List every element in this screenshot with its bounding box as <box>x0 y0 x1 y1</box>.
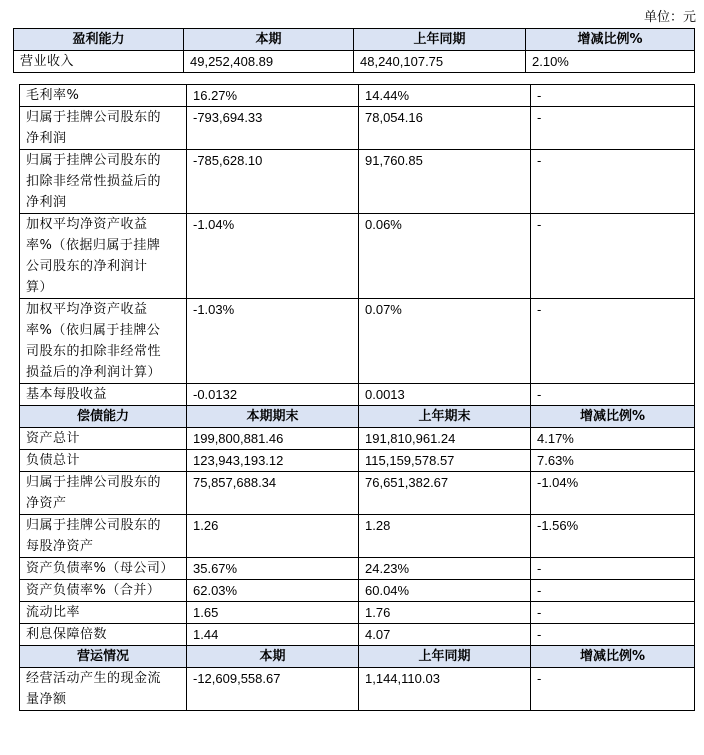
value-previous: 0.0013 <box>359 384 531 406</box>
profitability-header-row <box>14 29 695 51</box>
row-label-line: 经营活动产生的现金流 <box>26 671 162 686</box>
value-current: -0.0132 <box>187 384 359 406</box>
revenue-row <box>14 51 695 73</box>
row-label-line: 净利润 <box>26 131 67 146</box>
value-previous: 0.07% <box>359 299 531 384</box>
row-label <box>20 668 187 711</box>
value-previous: 115,159,578.57 <box>359 450 531 472</box>
row-label-line: 利息保障倍数 <box>26 627 108 642</box>
value-previous: 1.76 <box>359 602 531 624</box>
row-label <box>20 299 187 384</box>
operation-header-current: 本期 <box>187 646 359 668</box>
value-previous: 91,760.85 <box>359 150 531 214</box>
value-change: - <box>531 602 695 624</box>
value-previous: 78,054.16 <box>359 107 531 150</box>
row-label-line: 归属于挂牌公司股东的 <box>26 518 162 533</box>
value-current: 123,943,193.12 <box>187 450 359 472</box>
revenue-current: 49,252,408.89 <box>184 51 354 73</box>
row-label <box>20 428 187 450</box>
row-label-line: 净利润 <box>26 195 67 210</box>
table-row <box>20 384 695 406</box>
value-previous: 24.23% <box>359 558 531 580</box>
row-label-line: 净资产 <box>26 496 67 511</box>
value-change: - <box>531 558 695 580</box>
row-label-line: 毛利率% <box>26 88 80 103</box>
row-label-line: 资产负债率%（合并） <box>26 583 161 598</box>
value-change: - <box>531 580 695 602</box>
row-label <box>20 472 187 515</box>
value-change: - <box>531 668 695 711</box>
value-current: 35.67% <box>187 558 359 580</box>
profitability-section <box>20 85 695 406</box>
revenue-label: 营业收入 <box>14 51 184 73</box>
table-row <box>20 515 695 558</box>
table-row <box>20 150 695 214</box>
operation-section <box>20 668 695 711</box>
value-previous: 0.06% <box>359 214 531 299</box>
value-change: 7.63% <box>531 450 695 472</box>
value-previous: 191,810,961.24 <box>359 428 531 450</box>
row-label <box>20 450 187 472</box>
row-label <box>20 150 187 214</box>
value-current: 62.03% <box>187 580 359 602</box>
row-label-line: 基本每股收益 <box>26 387 108 402</box>
value-previous: 60.04% <box>359 580 531 602</box>
value-current: 75,857,688.34 <box>187 472 359 515</box>
value-current: -1.03% <box>187 299 359 384</box>
solvency-header-section <box>20 406 695 428</box>
row-label-line: 流动比率 <box>26 605 81 620</box>
table-row <box>20 558 695 580</box>
row-label-line: 算） <box>26 280 54 295</box>
header-current-period: 本期 <box>184 29 354 51</box>
value-change: - <box>531 107 695 150</box>
value-current: -785,628.10 <box>187 150 359 214</box>
row-label-line: 公司股东的净利润计 <box>26 259 148 274</box>
row-label-line: 负债总计 <box>26 453 81 468</box>
value-current: 1.44 <box>187 624 359 646</box>
value-change: - <box>531 214 695 299</box>
value-previous: 14.44% <box>359 85 531 107</box>
table-row <box>20 85 695 107</box>
value-previous: 1,144,110.03 <box>359 668 531 711</box>
row-label-line: 归属于挂牌公司股东的 <box>26 110 162 125</box>
solvency-header-current: 本期期末 <box>187 406 359 428</box>
row-label <box>20 107 187 150</box>
value-change: - <box>531 150 695 214</box>
value-current: 1.26 <box>187 515 359 558</box>
operation-header-row <box>20 646 695 668</box>
row-label-line: 归属于挂牌公司股东的 <box>26 475 162 490</box>
row-label-line: 归属于挂牌公司股东的 <box>26 153 162 168</box>
financial-indicators-table <box>19 84 695 711</box>
operation-header-metric: 营运情况 <box>20 646 187 668</box>
row-label-line: 率%（依据归属于挂牌 <box>26 238 161 253</box>
row-label <box>20 85 187 107</box>
row-label-line: 司股东的扣除非经常性 <box>26 344 162 359</box>
solvency-header-row <box>20 406 695 428</box>
value-change: - <box>531 624 695 646</box>
revenue-change: 2.10% <box>526 51 695 73</box>
solvency-header-previous: 上年期末 <box>359 406 531 428</box>
operation-header-section <box>20 646 695 668</box>
table-row <box>20 472 695 515</box>
row-label-line: 每股净资产 <box>26 539 94 554</box>
row-label-line: 资产总计 <box>26 431 81 446</box>
header-metric: 盈利能力 <box>14 29 184 51</box>
value-change: - <box>531 85 695 107</box>
operation-header-previous: 上年同期 <box>359 646 531 668</box>
value-change: - <box>531 384 695 406</box>
row-label-line: 扣除非经常性损益后的 <box>26 174 162 189</box>
table-row <box>20 624 695 646</box>
value-previous: 1.28 <box>359 515 531 558</box>
value-current: 1.65 <box>187 602 359 624</box>
row-label <box>20 580 187 602</box>
row-label-line: 量净额 <box>26 692 67 707</box>
revenue-previous: 48,240,107.75 <box>354 51 526 73</box>
row-label <box>20 214 187 299</box>
operation-header-change: 增减比例% <box>531 646 695 668</box>
value-current: -793,694.33 <box>187 107 359 150</box>
value-change: 4.17% <box>531 428 695 450</box>
value-current: -1.04% <box>187 214 359 299</box>
row-label <box>20 624 187 646</box>
row-label-line: 率%（依归属于挂牌公 <box>26 323 161 338</box>
table-row <box>20 450 695 472</box>
value-current: 16.27% <box>187 85 359 107</box>
table-row <box>20 668 695 711</box>
value-current: 199,800,881.46 <box>187 428 359 450</box>
solvency-section <box>20 428 695 646</box>
row-label-line: 加权平均净资产收益 <box>26 217 148 232</box>
solvency-header-change: 增减比例% <box>531 406 695 428</box>
value-change: -1.04% <box>531 472 695 515</box>
solvency-header-metric: 偿债能力 <box>20 406 187 428</box>
value-previous: 76,651,382.67 <box>359 472 531 515</box>
row-label-line: 损益后的净利润计算） <box>26 365 162 380</box>
value-previous: 4.07 <box>359 624 531 646</box>
unit-label: 单位：元 <box>643 10 696 25</box>
value-current: -12,609,558.67 <box>187 668 359 711</box>
table-row <box>20 214 695 299</box>
table-row <box>20 428 695 450</box>
row-label <box>20 602 187 624</box>
row-label <box>20 558 187 580</box>
header-change-percent: 增减比例% <box>526 29 695 51</box>
row-label <box>20 384 187 406</box>
profitability-header-table <box>13 28 695 73</box>
header-previous-period: 上年同期 <box>354 29 526 51</box>
row-label <box>20 515 187 558</box>
row-label-line: 加权平均净资产收益 <box>26 302 148 317</box>
table-row <box>20 107 695 150</box>
value-change: -1.56% <box>531 515 695 558</box>
row-label-line: 资产负债率%（母公司） <box>26 561 174 576</box>
value-change: - <box>531 299 695 384</box>
table-row <box>20 580 695 602</box>
table-row <box>20 299 695 384</box>
table-row <box>20 602 695 624</box>
